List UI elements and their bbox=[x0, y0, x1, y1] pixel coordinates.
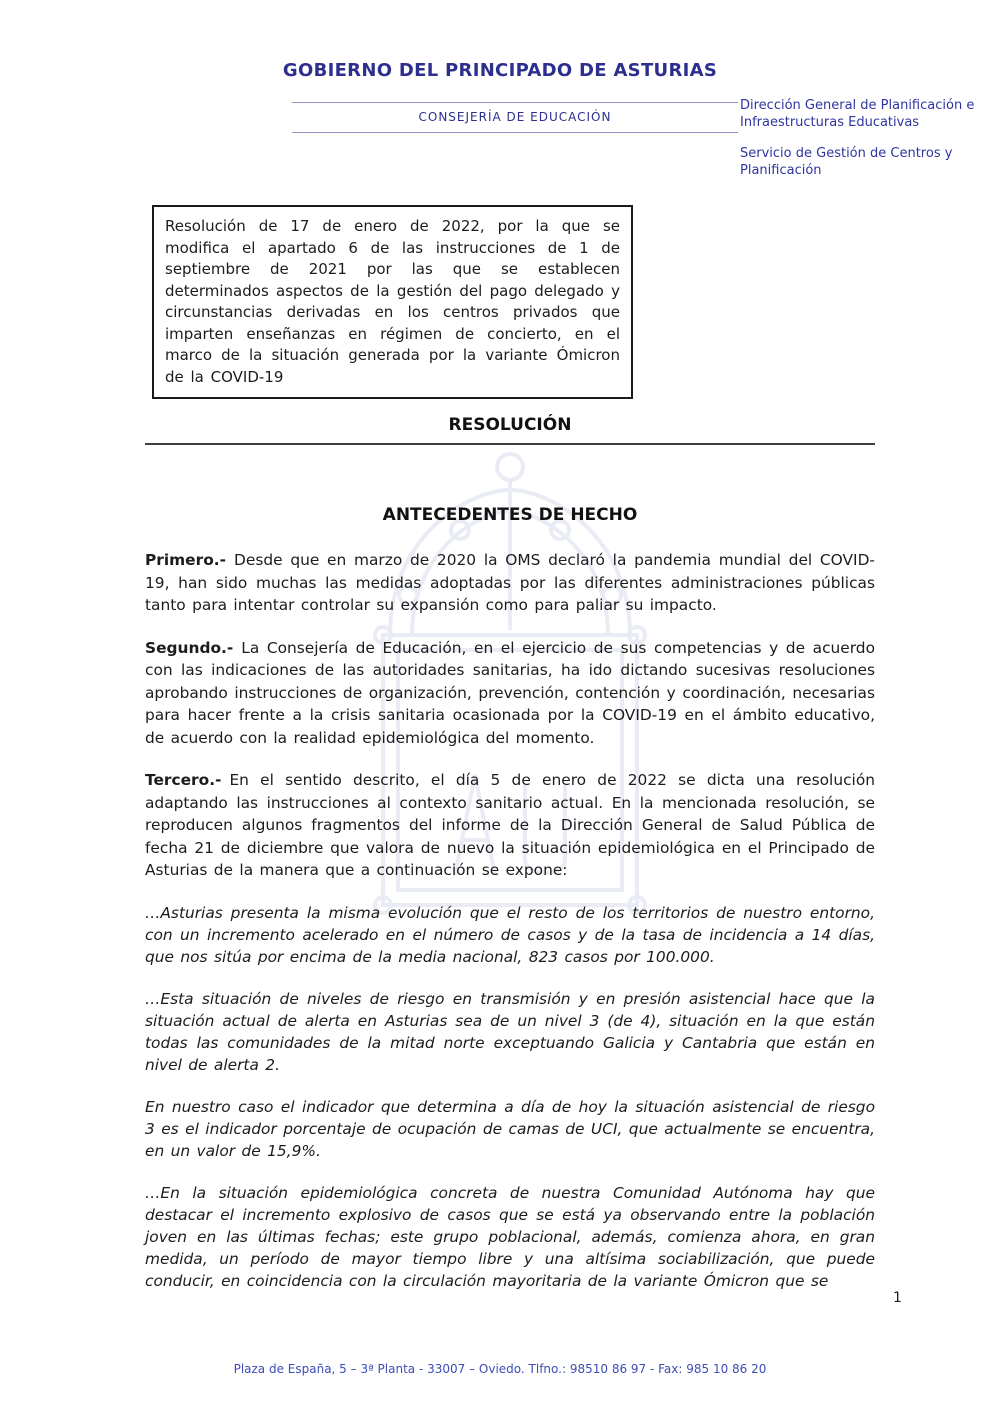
directorate-name: Dirección General de Planificación e Infraestructuras Educativas bbox=[740, 98, 975, 130]
quote-paragraph-2: …Esta situación de niveles de riesgo en transmisión y en presión asistencial hace que la situación actual de alerta en Asturias sea de un nivel 3 (de 4), situación en la que están todas las comunidades de la mitad norte exceptuando Galicia y Cantabria que están en nivel de alerta 2. bbox=[145, 989, 875, 1074]
footer-address: Plaza de España, 5 – 3ª Planta - 33007 – Oviedo. Tlfno.: 98510 86 97 - Fax: 985 10 86 20 bbox=[233, 1362, 767, 1376]
antecedentes-heading: ANTECEDENTES DE HECHO bbox=[382, 505, 638, 525]
paragraph-segundo-text: La Consejería de Educación, en el ejercicio de sus competencias y de acuerdo con las indicaciones de las autoridades sanitarias, ha ido dictando sucesivas resoluciones aprobando instrucciones de organización, prevención, contención y coordinación, necesarias para hacer frente a la crisis sanitaria ocasionada por la COVID-19 en el ámbito educativo, de acuerdo con la realidad epidemiológica del momento. bbox=[145, 638, 875, 747]
document-body bbox=[145, 415, 875, 1292]
quote-paragraph-1: …Asturias presenta la misma evolución que el resto de los territorios de nuestro entorno, con un incremento acelerado en el número de casos y de la tasa de incidencia a 14 días, que nos sitúa por encima de la media nacional, 823 casos por 100.000. bbox=[145, 903, 875, 966]
page-number: 1 bbox=[893, 1290, 902, 1306]
paragraph-segundo-label: Segundo.- bbox=[145, 638, 234, 657]
paragraph-tercero-text: En el sentido descrito, el día 5 de enero de 2022 se dicta una resolución adaptando las instrucciones al contexto sanitario actual. En la mencionada resolución, se reproducen algunos fragmentos del informe de la Dirección General de Salud Pública de fecha 21 de diciembre que valora de nuevo la situación epidemiológica en el Principado de Asturias de la manera que a continuación se expone: bbox=[145, 771, 875, 879]
paragraph-tercero bbox=[145, 769, 875, 882]
quote-paragraph-4: …En la situación epidemiológica concreta de nuestra Comunidad Autónoma hay que destacar el incremento explosivo de casos que se está ya observando entre la población joven en las últimas fechas; este grupo poblacional, además, comienza ahora, en gran medida, un período de mayor tiempo libre y una altísima sociabilización, que puede conducir, en coincidencia con la circulación mayoritaria de la variante Ómicron que se bbox=[145, 1183, 875, 1290]
paragraph-primero bbox=[145, 549, 875, 617]
service-name: Servicio de Gestión de Centros y Planificación bbox=[740, 146, 953, 178]
paragraph-segundo bbox=[145, 637, 875, 750]
quote-paragraph-3: En nuestro caso el indicador que determina a día de hoy la situación asistencial de riesgo 3 es el indicador porcentaje de ocupación de camas de UCI, que actualmente se encuentra, en un valor de 15,9%. bbox=[145, 1097, 875, 1160]
government-title: GOBIERNO DEL PRINCIPADO DE ASTURIAS bbox=[282, 60, 718, 81]
council-name: CONSEJERÍA DE EDUCACIÓN bbox=[292, 102, 738, 133]
resolution-subject-box: Resolución de 17 de enero de 2022, por la que se modifica el apartado 6 de las instrucciones de 1 de septiembre de 2021 por las que se establecen determinados aspectos de la gestión del pago delegado y circunstancias derivadas en los centros privados que imparten enseñanzas en régimen de concierto, en el marco de la situación generada por la variante Ómicron de la COVID-19 bbox=[152, 205, 633, 399]
paragraph-primero-text: Desde que en marzo de 2020 la OMS declaró la pandemia mundial del COVID- 19, han sido muchas las medidas adoptadas por las diferentes administraciones públicas tanto para intentar controlar su expansión como para paliar su impacto. bbox=[145, 551, 875, 614]
paragraph-tercero-label: Tercero.- bbox=[145, 771, 222, 789]
org-units bbox=[740, 97, 975, 193]
paragraph-primero-label: Primero.- bbox=[145, 551, 227, 569]
resolution-title: RESOLUCIÓN bbox=[145, 415, 875, 445]
